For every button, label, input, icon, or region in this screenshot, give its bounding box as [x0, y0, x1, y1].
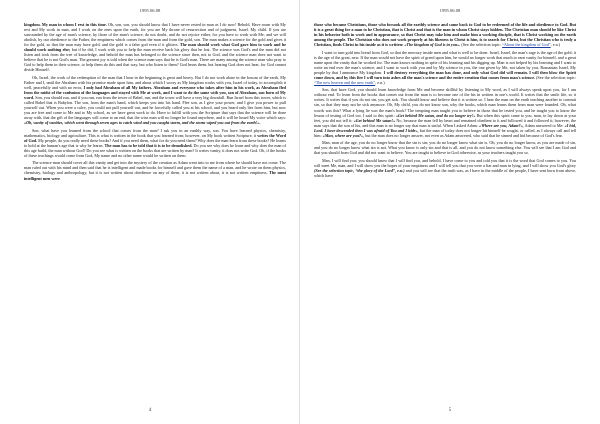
text-run: Son, that have God, you should learn knowledge from Me and become skillful by listening to My word, as I will always speak upon you, for I am without end. To learn from the books that comes out from the man is to become one of the his in written in one's world. It writes that the smile life, so it writes. It writes that if you do not sin, you get sick. You should know and believe that it is written so. I hear the man on the earth teaching another to commit sin, so that they may not be sick anymore. Oh, My child, you do not know son, why the books, which man learns them from man were founded. Oh, what words was this? What a lying lie was the man's book? The tempting man taught you to believe in those that he tested you, and he taught you to know the lesson of testing of God too. I said to this spirit: — [314, 87, 576, 118]
text-run: Adam answered to Me: — [523, 122, 564, 128]
right-paragraph-5 — [314, 158, 576, 178]
text-run: Man, I will find you; you should know that I will find you, and behold, I have come to you and told you that it is the word that God comes to you. You will meet Me, man, and I will show you the hopes of your emptiness and I will tell you that you were a liar and man in lying, and I will show you God's glory — [314, 157, 576, 168]
right-paragraph-2 — [314, 50, 576, 85]
left-page-body — [24, 22, 286, 181]
bold-italic-run: «I hid, Lord. I have descended then I was afraid of You and I hide», — [314, 122, 576, 133]
text-run: , e.n.) — [550, 42, 561, 48]
bold-italic-run: «Man, where are you?», — [321, 132, 365, 138]
right-page — [300, 0, 600, 424]
text-run: Son, you should run, and if you run, run from the tower of Babel, run, and the tower will have a very big downfall. Run Israel from this tower, which is called Babel that is Babylon. The son, from the man's hand, which keeps you into his hand. Flee son, as I give your power, and I give you power to pull yourself out. When you were a calve, you could not pull yourself out, and he forcefully called you at his school, and you heard only lies from him, but now you are free and come to Me and to My school, as we have great work to do. Have to fulfill with you the Scripture that says that the science will be done away with, that the gift of the languages will come to an end, that the wise man will no longer be found anywhere, and it will be heard My voice which says: — [24, 95, 286, 121]
text-run: but if he did, I work with you to help the man receive back his glory that he lost. The science was God's and the man did not listen and took from the tree of knowledge, and behold the man has belonged to the science since then, not to God, and the science man does not want to believe that he is not God's man. The greatest joy is told when the science man says that he is God's man. There are many among the science man who pray to God to help them in their science, to help them do this and that way, but who listen to them? God hears them, but hearing God does not hear, for God cannot divide Himself. — [24, 47, 287, 73]
bold-run: those who became Christians, those who forsook all the earthly science and came back to God to be redeemed of the life and obedience to God. But it is a great thing for a man to be Christian, that is Christ and that is the man in whom Christ stays hidden. The Christian man should be like Christ in his behavior both in work and in appearance, so that Christ may take him and make him a working disciple, that is Christ working on the earth among the people. The Christian who does not work properly at his likeness to Christ is him, is to search for Christ, but the Christian who is truly a Christian, finds Christ in his inside as it is written: — [314, 22, 576, 48]
bold-italic-run: «The kingdom of God is in you». — [403, 42, 461, 48]
text-run: (See the selection topic: — [460, 42, 503, 48]
text-run: The science man should cover all this vanity and get into the mystery of the creation as Adam went into to me from where he should have not come. The man ruled out with his mind and then said that he is intelligent and made books for himself and gave them the name of a man, and he wrote on them physics, chemistry, biology and anthropology, but it is not written about obedience on any of them, it is not written about, it is not written emptiness. — [24, 160, 286, 176]
bold-run: I only had Abraham of all My fathers. Abraham and everyone who takes after him in his work, as Abraham fled from the midst of the confusion of the languages and stayed with Me at work, and I want to do the same with you, son of Abraham, son born of My word. — [24, 84, 286, 101]
text-run: I want to turn gold into bread from God, so that the mercury inside men and what is well to be done. Israel, Israel, the man's rage is the age of the gold; it is the age of the great, new. If the man would not have the spirit of greed upon him, he would no longer work that much to earn vanity for himself, and a great name upon the vanity that he worked for. The man knows nothing in spite of his learning and his digging up. Man is not helped by his learning and I want to write an end over the man's science, and I want to work with you and by My science in you, the one given by Me, not taken by you, Romanian Israel, My people by that I announce My kingdom. — [314, 49, 576, 75]
bold-run: The man should work what God gave him to work and he should work nothing else; — [24, 42, 286, 53]
bold-run: I will destroy everything the man has done, and only what God did will remain. I will then blow the Spirit come down, and by this fire I will turn into ashes all the man's science and the entire creation that comes from man's science. — [314, 69, 576, 80]
left-page-number: 4 — [148, 408, 152, 413]
right-paragraph-1 — [314, 22, 576, 47]
bold-run: kingdom. My man in whom I rest in this time. — [24, 22, 107, 27]
left-paragraph-1 — [24, 22, 286, 72]
text-run: No, because the man fell by heart and remained obedient to it and followed it and followed it; however, the man says that the son of his, and this man is no longer say that man is sinful. When I asked Adam: — [314, 117, 576, 128]
left-paragraph-3 — [24, 128, 286, 158]
text-run: but the man does no longer answer, not even as Adam answered, who said that he sinned and hid because of God's fear. — [364, 132, 563, 138]
right-paragraph-3 — [314, 87, 576, 137]
right-page-body — [314, 22, 576, 178]
text-run: But when this spirit came to you, man, to lay down at your feet, you did not tell it: — [314, 112, 576, 123]
text-run: Man, man of the age, you do no longer know that the sin is sin; you do no longer know what sin is. Oh, you do no longer know, as you are made of sin, and you do no longer know what sin is not. What you know is only sin and that is all, and you do not know something else. You will see that I am God and that you should from God and did not want to believe. You are taught to believe in God otherwise, as your teachers taught you so. — [314, 140, 576, 156]
right-page-number: 5 — [448, 408, 452, 413]
text-run: Son, what have you learned from the school that comes from the man? I ask you in an earthly way, son. You have learned physics, chemistry, mathematics, biology and agriculture. This is what is written in the book that you learned from; however, on My book written Scripture, it — [24, 127, 286, 138]
text-run: Oh, Israel, the work of the redemption of the man that I bear in the beginning is great and heavy. But I do not work alone in the bosom of the earth, My Father and I, until the Abraham with his promise made upon him, and about which I worry as My kingdom works with you, Israel of today, to accomplish it well, peacefully and with no error, — [24, 74, 286, 90]
left-paragraph-4 — [24, 160, 286, 180]
bold-run: The most intelligent men were — [24, 170, 286, 181]
text-run: but the man of today does not longer hit himself be sought, or called, as I always call and tell him: — [314, 127, 576, 138]
bold-italic-run: «Get behind Me satan!» — [352, 117, 396, 123]
bold-run: The man has to be told that it is to be demolished. — [103, 142, 193, 148]
text-run: Oh, son, son, you should know that I have never rested in man as I do now! Behold, Have room with My rest and My work in man, and I work on the ones upon the earth, for you are My throne of resurrection and of judgment, Israel. My child. If you are surrounded by the age of man's science, by those of the man's science, do not doubt, and do not rejoice either, for you have to work with Me, and we will abolish, by our obedience to the Father, the emptiness which comes from the man and from the gold, son. The man makes a science for the gold and gives it for the gold, so that the man may have gold, and the gold is a false god even if it glitters. — [24, 22, 286, 48]
bold-italic-run: «Where are you, Adam?», — [478, 122, 524, 128]
bold-italic-run: (See the selection topic, “the glory of the Lord”, e.n.) — [314, 167, 405, 173]
text-run: , e.n.) — [375, 79, 385, 85]
left-paragraph-2 — [24, 75, 286, 125]
cross-reference-link[interactable]: “The new heaven and the new earth” — [314, 79, 376, 85]
bold-italic-run: «Oh, vanity of vanities, which went through seven ages to catch wind and you caught storm, and the storm wiped you out from the earth!». — [24, 120, 261, 126]
cross-reference-link[interactable]: “About the kingdom of God” — [502, 42, 551, 48]
left-running-head: 1995.06.08 — [139, 8, 161, 13]
text-run: My people, do you really need these books? And if you need them, what for do you need them? Why does the man learn from these books? He learns to hold at the human's age that is why he learns. — [24, 137, 286, 148]
text-run: and you will see that the truth was, as I have in the middle of the people, I have sent born from above, which have — [314, 167, 577, 178]
bold-italic-run: «Get behind Me satan, and do no longer try!» — [394, 112, 476, 118]
text-run: Do you see why does he learn and why does the man of this age build, the man without God? Do you see what is written on the books that are written by man? It writes vanity, it does not write God. Oh, if the books of these teachings would come from God, My name and no other name would be written on them. — [24, 142, 286, 158]
right-running-head: 1995.06.08 — [439, 8, 461, 13]
bold-run: writes the Word of God. — [24, 132, 286, 143]
right-paragraph-4 — [314, 140, 576, 155]
text-run: (See the selection topic: — [535, 74, 576, 80]
